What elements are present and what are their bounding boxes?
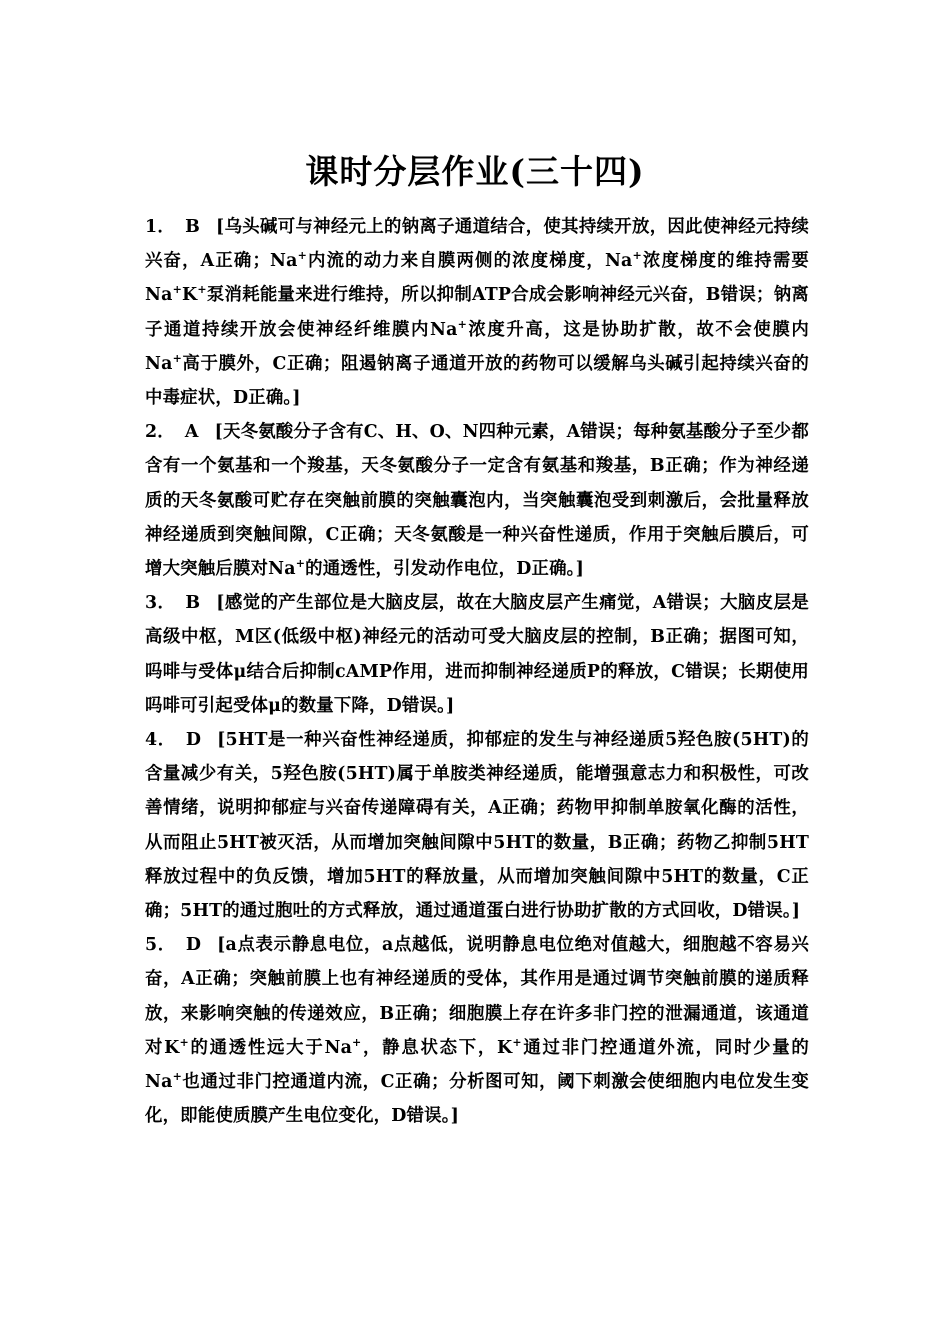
answer-explanation [145,730,809,921]
ion-charge-superscript: + [295,557,306,571]
ion-charge-superscript: + [172,351,182,365]
ion-charge-superscript: + [297,249,308,263]
ion-charge-superscript: + [352,1035,362,1049]
ion-charge-superscript: + [197,283,207,297]
answer-item [145,210,809,415]
answer-explanation [145,593,809,716]
explanation-text: 高于膜外，C正确；阻遏钠离子通道开放的药物可以缓解乌头碱引起持续兴奋的中毒症状，D正确。] [145,353,809,409]
explanation-text: [天冬氨酸分子含有C、H、O、N四种元素，A错误；每种氨基酸分子至少都含有一个氨基和一个羧基，天冬氨酸分子一定含有氨基和羧基，B正确；作为神经递质的天冬氨酸可贮存在突触前膜的突触囊泡内，当突触囊泡受到刺激后，会批量释放神经递质到突触间隙，C正确；天冬氨酸是一种兴奋性递质，作用于突触后膜后，可增大突触后膜对Na [145,422,809,580]
explanation-text: ，静息状态下，K [361,1037,513,1058]
answer-explanation [145,422,809,579]
explanation-text: [感觉的产生部位是大脑皮层，故在大脑皮层产生痛觉，A错误；大脑皮层是高级中枢，M区(低级中枢)神经元的活动可受大脑皮层的控制，B正确；据图可知，吗啡与受体μ结合后抑制cAMP作用，进而抑制神经递质P的释放，C错误；长期使用吗啡可引起受体μ的数量下降，D错误。] [145,593,809,716]
explanation-text: 的通透性，引发动作电位，D正确。] [305,559,584,580]
answer-key: D [185,935,202,956]
page-title: 课时分层作业(三十四) [305,152,645,191]
answer-number: 4． [145,730,176,751]
answer-list [145,210,809,1133]
answer-number: 3． [145,593,176,614]
explanation-text: [a点表示静息电位，a点越低，说明静息电位绝对值越大，细胞越不容易兴奋，A正确；突触前膜上也有神经递质的受体，其作用是通过调节突触前膜的递质释放，来影响突触的传递效应，B正确；细胞膜上存在许多非门控的泄漏通道，该通道对K [145,935,809,1058]
ion-charge-superscript: + [172,283,182,297]
explanation-text: [乌头碱可与神经元上的钠离子通道结合，使其持续开放，因此使神经元持续兴奋，A正确；Na [145,217,809,272]
explanation-text: 内流的动力来自膜两侧的浓度梯度，Na [307,251,633,272]
answer-item [145,415,809,586]
answer-item [145,586,809,723]
answer-key: D [185,730,202,751]
explanation-text: 的通透性远大于Na [188,1037,353,1058]
answer-key: B [185,593,201,614]
answer-key: B [185,217,201,237]
ion-charge-superscript: + [179,1035,189,1049]
answer-item [145,723,809,928]
explanation-text: 也通过非门控通道内流，C正确；分析图可知，阈下刺激会使细胞内电位发生变化，即能使质膜产生电位变化，D错误。] [145,1072,809,1127]
answer-explanation [145,217,809,408]
answer-key: A [184,422,199,443]
explanation-text: 通过非门控通道外流，同时少量的Na [145,1037,810,1093]
answer-number: 2． [145,422,175,443]
answer-number: 1． [145,217,176,237]
answer-explanation [145,935,809,1126]
ion-charge-superscript: + [172,1070,182,1084]
explanation-text: 浓度升高，这是协助扩散，故不会使膜内Na [145,319,809,374]
explanation-text: 浓度梯度的维持需要Na [145,251,809,306]
answer-number: 5． [145,935,176,956]
explanation-text: 泵消耗能量来进行维持，所以抑制ATP合成会影响神经元兴奋，B错误；钠离子通道持续开放会使神经纤维膜内Na [145,285,809,340]
ion-charge-superscript: + [457,317,467,331]
explanation-text: [5HT是一种兴奋性神经递质，抑郁症的发生与神经递质5羟色胺(5HT)的含量减少有关，5羟色胺(5HT)属于单胺类神经递质，能增强意志力和积极性，可改善情绪，说明抑郁症与兴奋传递障碍有关，A正确；药物甲抑制单胺氧化酶的活性，从而阻止5HT被灭活，从而增加突触间隙中5HT的数量，B正确；药物乙抑制5HT释放过程中的负反馈，增加5HT的释放量，从而增加突触间隙中5HT的数量，C正确；5HT的通过胞吐的方式释放，通过通道蛋白进行协助扩散的方式回收，D错误。] [145,730,809,922]
ion-charge-superscript: + [512,1035,522,1049]
explanation-text: K [182,285,198,306]
answer-item [145,928,809,1133]
ion-charge-superscript: + [632,249,642,263]
